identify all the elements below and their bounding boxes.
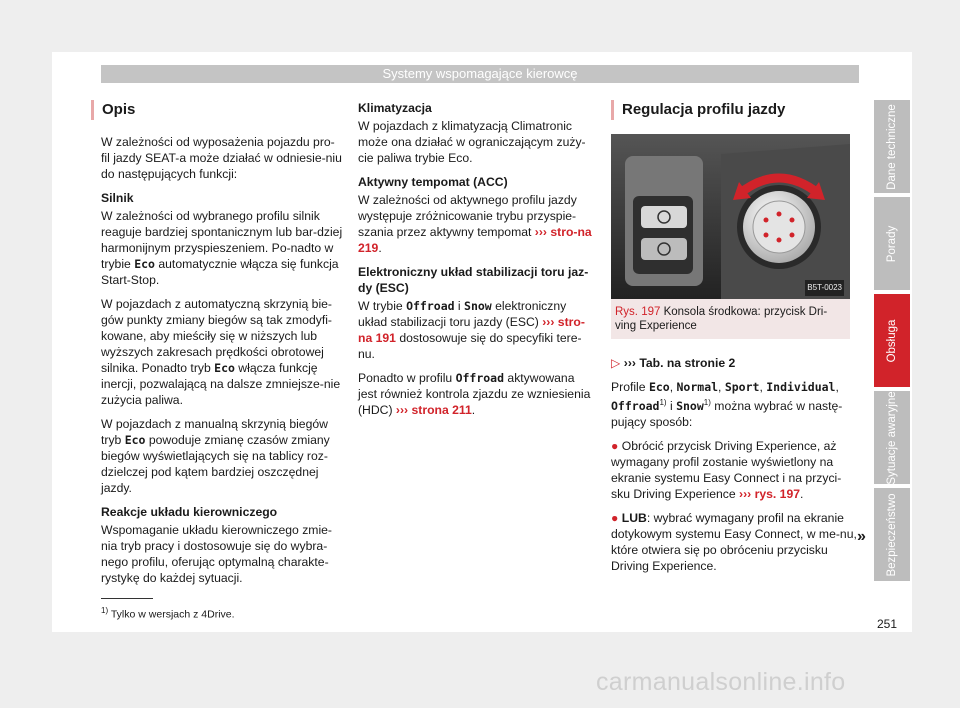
left-column (91, 100, 343, 594)
hdc-page-link[interactable]: ››› strona 211 (395, 403, 472, 417)
page-header: Systemy wspomagające kierowcę (101, 65, 859, 83)
figure-caption: Rys. 197 Konsola środkowa: przycisk Dri-ving Experience (611, 299, 850, 339)
bullet-icon: ● (611, 439, 619, 454)
continue-icon: » (857, 528, 866, 545)
right-column (611, 100, 857, 582)
hdc-paragraph: Ponadto w profilu Offroad aktywowana jest również kontrola zjazdu ze wzniesienia (HDC) ››› strona 211. (358, 371, 591, 417)
footnote: $^{1)}$ Tylko w wersjach z 4Drive. (101, 606, 235, 621)
offroad-code: Offroad (455, 371, 505, 385)
reakcje-heading: Reakcje układu kierowniczego (101, 505, 278, 519)
eco-code: Eco (214, 361, 235, 375)
eco-code: Eco (124, 433, 146, 447)
sidebar-tabs (874, 100, 910, 585)
eco-code: Eco (134, 257, 155, 271)
console-illustration (611, 134, 850, 299)
silnik-paragraph-3: W pojazdach z manualną skrzynią biegów tryb Eco powoduje zmianę czasów zmiany biegów wyświetlających się na tablicy roz-dzielczej pod kątem bardziej oszczędnej jazdy. (101, 417, 330, 495)
table-link[interactable]: ››› Tab. na stronie 2 (623, 356, 736, 370)
page-number: 251 (877, 617, 898, 631)
section-title-regulacja: Regulacja profilu jazdy (611, 100, 857, 120)
tab-obsluga[interactable]: Obsługa (874, 294, 910, 387)
profiles-paragraph: Profile Eco, Normal, Sport, Individual, Offroad$^{1)}$ i Snow$^{1)}$ można wybrać w nastę-pujący sposób: (611, 380, 843, 430)
middle-column (358, 100, 594, 426)
snow-code: Snow (464, 299, 492, 313)
tab-sytuacje-awaryjne[interactable]: Sytuacje awaryjne (874, 391, 910, 484)
klima-heading: Klimatyzacja (358, 101, 432, 115)
acc-heading: Aktywny tempomat (ACC) (358, 175, 508, 189)
section-title-opis: Opis (91, 100, 343, 120)
esc-heading: Elektroniczny układ stabilizacji toru jaz-dy (ESC) (358, 265, 589, 295)
tab-dane-techniczne[interactable]: Dane techniczne (874, 100, 910, 193)
figure-number: Rys. 197 (615, 306, 661, 318)
offroad-code: Offroad (406, 299, 455, 313)
reakcje-paragraph: Wspomaganie układu kierowniczego zmie-nia tryb pracy i dostosowuje się do wybra-nego profilu, oferując optymalną charakte-rystykę do każdej sytuacji. (101, 523, 332, 585)
watermark: carmanualsonline.info (596, 668, 846, 696)
klima-paragraph: W pojazdach z klimatyzacją Climatronic może ona działać w ograniczającym zuży-cie paliwa trybie Eco. (358, 119, 586, 165)
silnik-paragraph-2: W pojazdach z automatyczną skrzynią bie-gów punkty zmiany biegów są tak zmodyfi-kowane, aby mieściły się w niższych lub wyższych zakresach prędkości obrotowej silnika. Ponadto tryb Eco włącza funkcję inercji, pozwalającą na dalsze zmniejsze-nie zużycia paliwa. (101, 297, 341, 407)
esc-page-link[interactable]: ››› stro-na 191 (358, 315, 585, 345)
table-reference (611, 355, 857, 371)
figure-link[interactable]: ››› rys. 197 (739, 487, 800, 502)
acc-paragraph: W zależności od aktywnego profilu jazdy występuje zróżnicowanie trybu przyspie-szania przez aktywny tempomat ››› stro-na 219. (358, 193, 592, 255)
figure-code: B5T-0023 (805, 280, 844, 296)
bullet-rotate: ● Obrócić przycisk Driving Experience, aż wymagany profil zostanie wyświetlony na ekranie systemu Easy Connect i na przyci-sku Driving Experience ››› rys. 197. (611, 439, 842, 502)
bullet-icon: ● (611, 511, 619, 526)
silnik-paragraph-1: W zależności od wybranego profilu silnik reaguje bardziej spontanicznym lub bar-dziej harmonijnym przyspieszeniem. Po-nadto w trybie Eco automatycznie włącza się funkcja Start-Stop. (101, 209, 343, 287)
figure-console (611, 134, 850, 299)
esc-paragraph: W trybie Offroad i Snow elektroniczny układ stabilizacji toru jazdy (ESC) ››› stro-na 191 dostosowuje się do specyfiki tere-nu. (358, 299, 585, 361)
table-icon: ▷ (611, 356, 621, 370)
tab-bezpieczenstwo[interactable]: Bezpieczeństwo (874, 488, 910, 581)
acc-page-link[interactable]: ››› stro-na 219 (358, 225, 592, 255)
tab-porady[interactable]: Porady (874, 197, 910, 290)
bullet-touchscreen: ● LUB: wybrać wymagany profil na ekranie dotykowym systemu Easy Connect, w me-nu, które otwiera się po obróceniu przycisku Driving Experience. (611, 511, 857, 574)
intro-paragraph: W zależności od wyposażenia pojazdu pro-fil jazdy SEAT-a może działać w odniesie-niu do następujących funkcji: (101, 135, 342, 181)
silnik-heading: Silnik (101, 191, 134, 205)
footnote-divider (101, 598, 153, 599)
